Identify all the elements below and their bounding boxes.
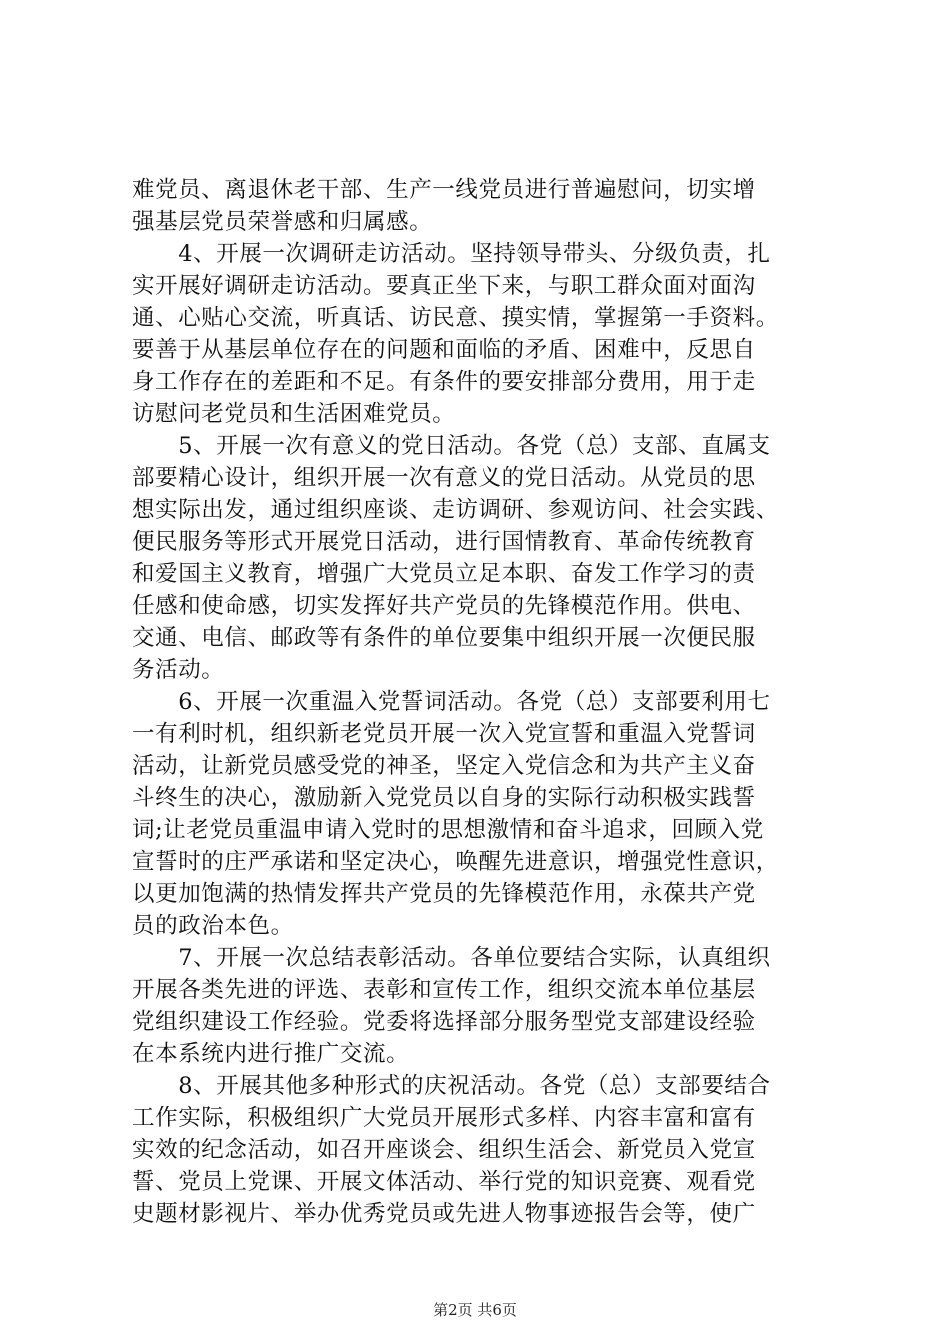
text-line: 8、开展其他多种形式的庆祝活动。各党（总）支部要结合 (132, 1073, 771, 1099)
text-line: 在本系统内进行推广交流。 (132, 1041, 410, 1067)
text-line: 5、开展一次有意义的党日活动。各党（总）支部、直属支 (132, 433, 771, 459)
text-line: 工作实际，积极组织广大党员开展形式多样、内容丰富和富有 (132, 1105, 756, 1131)
text-line: 便民服务等形式开展党日活动，进行国情教育、革命传统教育 (132, 529, 756, 555)
text-line: 和爱国主义教育，增强广大党员立足本职、奋发工作学习的责 (132, 561, 756, 587)
text-line: 开展各类先进的评选、表彰和宣传工作，组织交流本单位基层 (132, 977, 756, 1003)
text-line: 访慰问老党员和生活困难党员。 (132, 401, 456, 427)
document-body (132, 174, 832, 1230)
text-line: 宣誓时的庄严承诺和坚定决心，唤醒先进意识，增强党性意识， (132, 849, 779, 875)
text-line: 想实际出发，通过组织座谈、走访调研、参观访问、社会实践、 (132, 497, 779, 523)
text-line: 党组织建设工作经验。党委将选择部分服务型党支部建设经验 (132, 1009, 756, 1035)
text-line: 实效的纪念活动，如召开座谈会、组织生活会、新党员入党宣 (132, 1137, 756, 1163)
text-line: 4、开展一次调研走访活动。坚持领导带头、分级负责，扎 (132, 241, 771, 267)
text-line: 要善于从基层单位存在的问题和面临的矛盾、困难中，反思自 (132, 337, 756, 363)
text-line: 词;让老党员重温申请入党时的思想激情和奋斗追求，回顾入党 (132, 817, 764, 843)
text-line: 务活动。 (132, 657, 225, 683)
text-line: 6、开展一次重温入党誓词活动。各党（总）支部要利用七 (132, 689, 771, 715)
text-line: 誓、党员上党课、开展文体活动、举行党的知识竞赛、观看党 (132, 1169, 756, 1195)
text-line: 交通、电信、邮政等有条件的单位要集中组织开展一次便民服 (132, 625, 756, 651)
text-line: 斗终生的决心，激励新入党党员以自身的实际行动积极实践誓 (132, 785, 756, 811)
text-line: 员的政治本色。 (132, 913, 294, 939)
text-line: 任感和使命感，切实发挥好共产党员的先锋模范作用。供电、 (132, 593, 756, 619)
text-line: 强基层党员荣誉感和归属感。 (132, 209, 433, 235)
text-line: 通、心贴心交流，听真话、访民意、摸实情，掌握第一手资料。 (132, 305, 779, 331)
text-line: 7、开展一次总结表彰活动。各单位要结合实际，认真组织 (132, 945, 771, 971)
text-line: 难党员、离退休老干部、生产一线党员进行普遍慰问，切实增 (132, 177, 756, 203)
text-line: 活动，让新党员感受党的神圣，坚定入党信念和为共产主义奋 (132, 753, 756, 779)
text-line: 身工作存在的差距和不足。有条件的要安排部分费用，用于走 (132, 369, 756, 395)
page-number-footer: 第2页 共6页 (433, 1301, 517, 1319)
text-line: 实开展好调研走访活动。要真正坐下来，与职工群众面对面沟 (132, 273, 756, 299)
text-line: 以更加饱满的热情发挥共产党员的先锋模范作用，永葆共产党 (132, 881, 756, 907)
text-line: 史题材影视片、举办优秀党员或先进人物事迹报告会等，使广 (132, 1201, 756, 1227)
text-line: 部要精心设计，组织开展一次有意义的党日活动。从党员的思 (132, 465, 756, 491)
text-line: 一有利时机，组织新老党员开展一次入党宣誓和重温入党誓词 (132, 721, 756, 747)
